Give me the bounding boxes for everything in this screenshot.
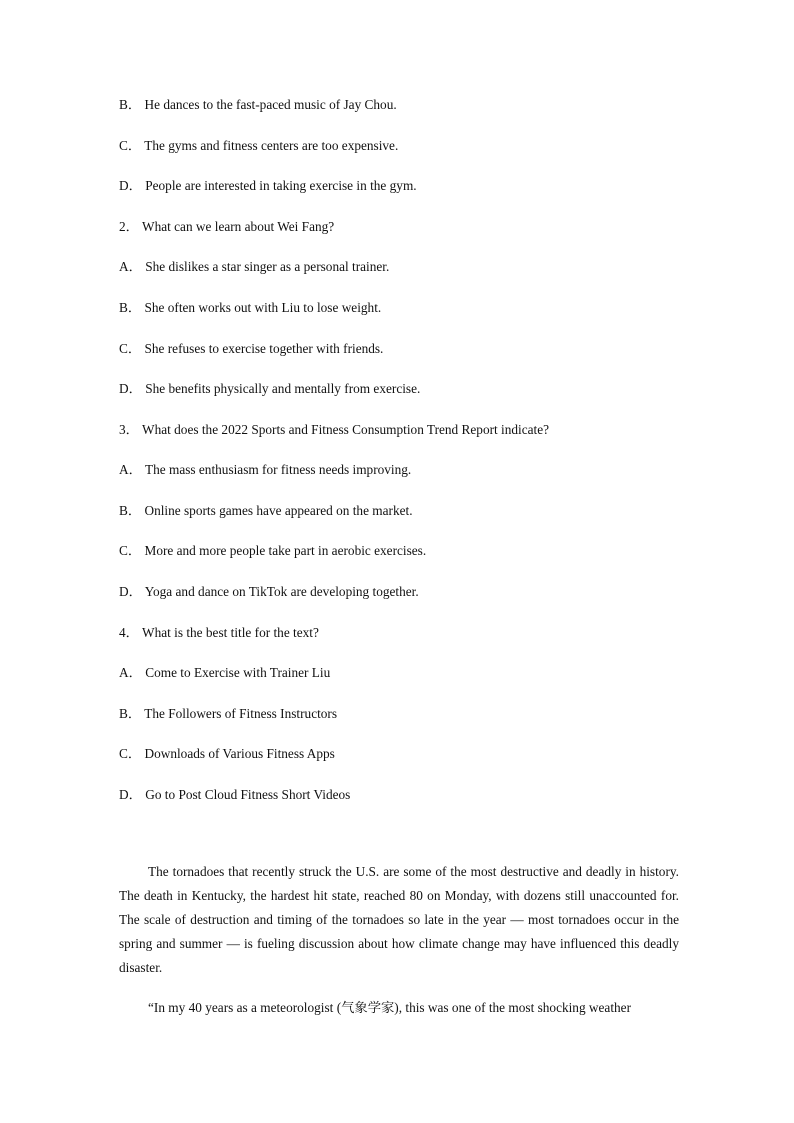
q1-option-c: C． The gyms and fitness centers are too expensive. xyxy=(119,138,399,153)
q4-option-a: A． Come to Exercise with Trainer Liu xyxy=(119,665,331,680)
q3-option-c: C． More and more people take part in aerobic exercises. xyxy=(119,543,427,558)
q4-option-b: B． The Followers of Fitness Instructors xyxy=(119,706,338,721)
q2-stem: 2． What can we learn about Wei Fang? xyxy=(119,219,335,234)
q2-option-b: B． She often works out with Liu to lose weight. xyxy=(119,300,382,315)
q1-option-b: B． He dances to the fast-paced music of Jay Chou. xyxy=(119,97,397,112)
passage-paragraph-2: “In my 40 years as a meteorologist (气象学家), this was one of the most shocking weather xyxy=(148,1000,632,1015)
q3-option-b: B． Online sports games have appeared on the market. xyxy=(119,503,413,518)
q2-option-d: D． She benefits physically and mentally from exercise. xyxy=(119,381,421,396)
q2-option-a: A． She dislikes a star singer as a personal trainer. xyxy=(119,259,390,274)
q3-stem: 3． What does the 2022 Sports and Fitness Consumption Trend Report indicate? xyxy=(119,422,550,437)
q3-option-d: D． Yoga and dance on TikTok are developing together. xyxy=(119,584,419,599)
q1-option-d: D． People are interested in taking exercise in the gym. xyxy=(119,178,417,193)
q4-stem: 4． What is the best title for the text? xyxy=(119,625,319,640)
q4-option-c: C． Downloads of Various Fitness Apps xyxy=(119,746,335,761)
q2-option-c: C． She refuses to exercise together with friends. xyxy=(119,341,384,356)
passage-paragraph-1: The tornadoes that recently struck the U.S. are some of the most destructive and deadly in history. The death in Kentucky, the hardest hit state, reached 80 on Monday, with dozens still unaccounted for. The scale of destruction and timing of the tornadoes so late in the year — most tornadoes occur in the spring and summer — is fueling discussion about how climate change may have influenced this deadly disaster. xyxy=(119,864,679,975)
q4-option-d: D． Go to Post Cloud Fitness Short Videos xyxy=(119,787,351,802)
q3-option-a: A． The mass enthusiasm for fitness needs improving. xyxy=(119,462,412,477)
